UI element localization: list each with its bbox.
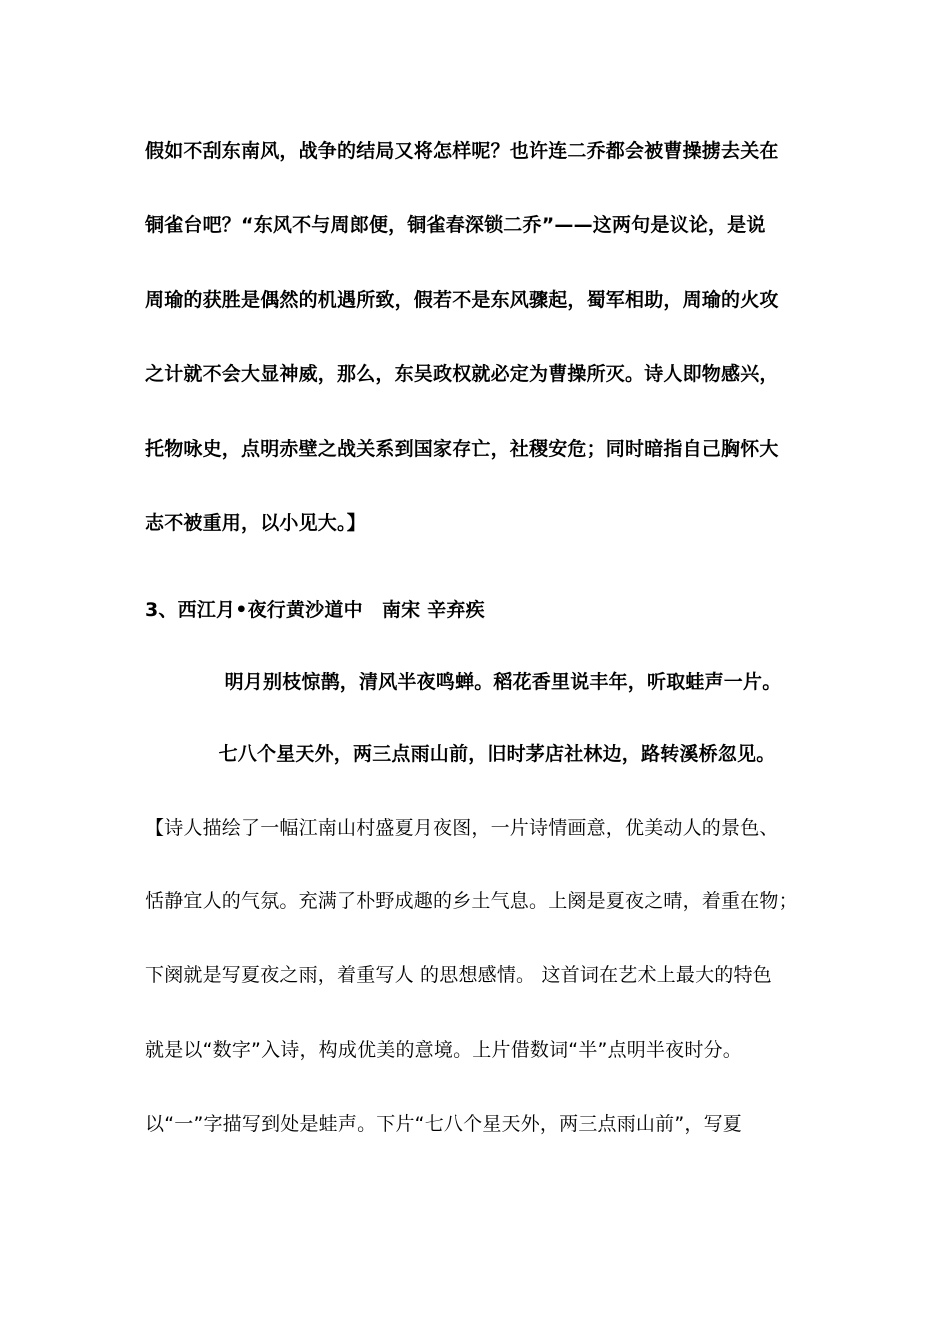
paragraph1-line-4: 之计就不会大显神威，那么，东吴政权就必定为曹操所灭。诗人即物感兴， [145, 363, 779, 385]
paragraph1-line-5: 托物咏史，点明赤壁之战关系到国家存亡，社稷安危；同时暗指自己胸怀大 [145, 438, 779, 460]
paragraph2-line-2: 恬静宜人的气氛。充满了朴野成趣的乡土气息。上阕是夏夜之晴，着重在物； [145, 890, 798, 912]
paragraph2-line-1: 【诗人描绘了一幅江南山村盛夏月夜图，一片诗情画意，优美动人的景色、 [145, 817, 779, 839]
poem-line-2: 七八个星天外，两三点雨山前，旧时茅店社林边，路转溪桥忽见。 [218, 743, 776, 765]
paragraph1-line-3: 周瑜的获胜是偶然的机遇所致，假若不是东风骤起，蜀军相助，周瑜的火攻 [145, 289, 779, 311]
poem-line-1: 明月别枝惊鹊，清风半夜鸣蝉。稻花香里说丰年，听取蛙声一片。 [224, 671, 782, 693]
paragraph1-line-6: 志不被重用，以小见大。】 [145, 512, 366, 534]
paragraph1-line-2: 铜雀台吧？“东风不与周郎便，铜雀春深锁二乔”——这两句是议论，是说 [145, 214, 766, 236]
paragraph2-line-5: 以“一”字描写到处是蛙声。下片“七八个星天外，两三点雨山前”，写夏 [145, 1113, 742, 1135]
paragraph1-line-1: 假如不刮东南风，战争的结局又将怎样呢？也许连二乔都会被曹操掳去关在 [145, 140, 779, 162]
paragraph2-line-4: 就是以“数字”入诗，构成优美的意境。上片借数词“半”点明半夜时分。 [145, 1039, 742, 1061]
paragraph2-line-3: 下阕就是写夏夜之雨，着重写人 的思想感情。 这首词在艺术上最大的特色 [145, 964, 772, 986]
section-heading: 3、西江月•夜行黄沙道中 南宋 辛弃疾 [145, 599, 485, 621]
